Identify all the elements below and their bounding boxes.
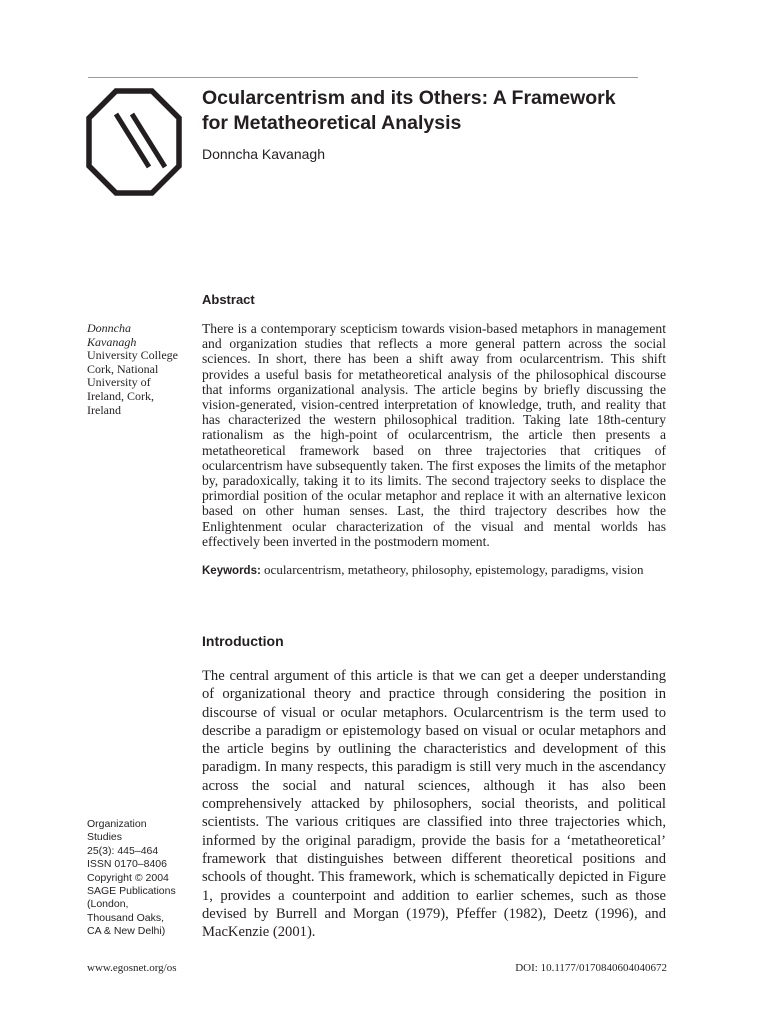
journal-info-line: SAGE Publications bbox=[87, 885, 176, 898]
keywords-list: ocularcentrism, metatheory, philosophy, epistemology, paradigms, vision bbox=[260, 562, 644, 577]
journal-info-line: Organization bbox=[87, 818, 147, 830]
affiliation-line: Cork, National bbox=[87, 361, 159, 376]
keywords bbox=[202, 562, 682, 578]
journal-info bbox=[87, 818, 187, 939]
affiliation-name-line-2: Kavanagh bbox=[87, 334, 137, 349]
title-line-2: for Metatheoretical Analysis bbox=[202, 112, 462, 134]
affiliation-name-line-1: Donncha bbox=[87, 321, 131, 335]
affiliation-line: Ireland, Cork, bbox=[87, 388, 154, 403]
introduction-heading: Introduction bbox=[202, 633, 284, 649]
journal-info-line: Thousand Oaks, bbox=[87, 911, 165, 924]
keywords-label: Keywords: bbox=[202, 565, 261, 577]
header-rule bbox=[88, 77, 638, 78]
journal-info-line: ISSN 0170–8406 bbox=[87, 858, 167, 871]
journal-info-line: (London, bbox=[87, 898, 129, 911]
article-author: Donncha Kavanagh bbox=[202, 146, 325, 162]
journal-info-line: 25(3): 445–464 bbox=[87, 844, 159, 857]
title-line-1: Ocularcentrism and its Others: A Framework bbox=[202, 87, 616, 109]
affiliation-line: University College bbox=[87, 348, 178, 363]
journal-logo-icon bbox=[86, 88, 182, 196]
journal-info-line: Studies bbox=[87, 831, 123, 844]
abstract-text: There is a contemporary scepticism towards vision-based metaphors in management and organization studies that reflects a more general pattern across the social sciences. In short, there has been a shift away from ocularcentrism. This shift provides a useful basis for metatheoretical analysis of the philosophical discourse that informs organizational analysis. The article begins by briefly discussing the vision-generated, vision-centred interpretation of knowledge, truth, and reality that has characterized the western philosophical tradition. Taking late 18th-century rationalism as the high-point of ocularcentrism, the article then presents a metatheoretical framework based on three trajectories that critiques of ocularcentrism have subsequently taken. The first exposes the limits of the metaphor by, paradoxically, taking it to its limits. The second trajectory seeks to displace the primordial position of the ocular metaphor and replace it with an alternative lexicon based on other human senses. Last, the third trajectory describes how the Enlightenment ocular characterization of the visual and mental worlds has effectively been inverted in the postmodern moment. bbox=[202, 321, 666, 549]
affiliation-line: Ireland bbox=[87, 402, 121, 417]
abstract-heading: Abstract bbox=[202, 292, 255, 307]
journal-info-line: CA & New Delhi) bbox=[87, 925, 166, 938]
footer-url[interactable]: www.egosnet.org/os bbox=[87, 962, 177, 974]
article-title bbox=[202, 86, 672, 136]
author-affiliation bbox=[87, 322, 192, 417]
affiliation-line: University of bbox=[87, 375, 151, 390]
footer-doi: DOI: 10.1177/0170840604040672 bbox=[515, 962, 667, 974]
journal-info-line: Copyright © 2004 bbox=[87, 871, 169, 884]
introduction-text: The central argument of this article is that we can get a deeper understanding of organizational theory and practice through considering the position in discourse of visual or ocular metaphors. Ocularcentrism is the term used to describe a paradigm or epistemology based on visual or ocular metaphors and the article begins by outlining the characteristics and development of this paradigm. In many respects, this paradigm is still very much in the ascendancy across the social and natural sciences, although it has also been comprehensively attacked by philosophers, social theorists, and political scientists. The various critiques are classified into three trajectories which, informed by the original paradigm, provide the basis for a ‘metatheoretical’ framework that distinguishes between different theoretical positions and schools of thought. This framework, which is schematically depicted in Figure 1, provides a counterpoint and addition to earlier schemes, such as those devised by Burrell and Morgan (1979), Pfeffer (1982), Deetz (1996), and MacKenzie (2001). bbox=[202, 668, 666, 941]
